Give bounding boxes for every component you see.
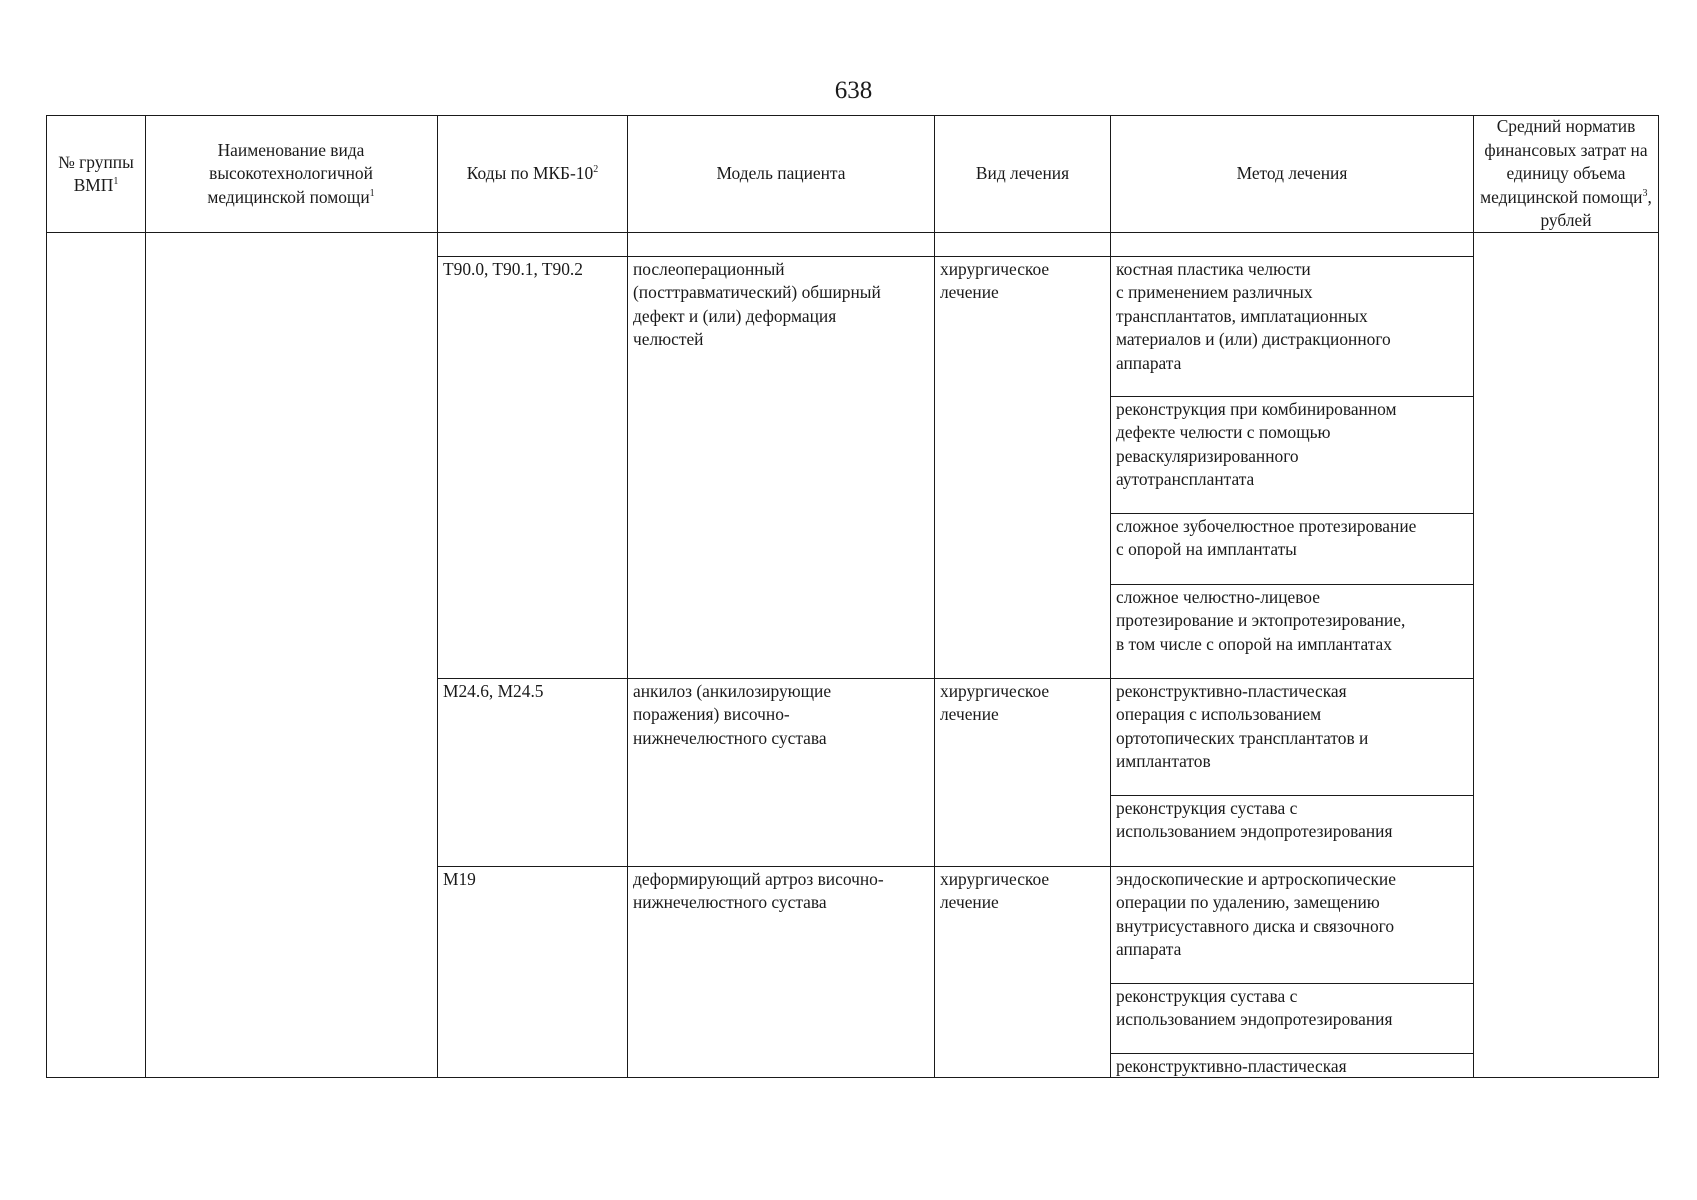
cell-treatment-method: реконструкция сустава с использованием эндопротезирования — [1116, 798, 1393, 842]
header-treatment-method: Метод лечения — [1236, 163, 1348, 184]
cell-icd-codes: T90.0, T90.1, T90.2 — [443, 259, 583, 279]
cell-treatment-method: реконструктивно-пластическая — [1116, 1056, 1347, 1076]
header-average-cost: Средний норматив финансовых затрат на единицу объема медицинской помощи$^3$, рублей — [1480, 116, 1652, 231]
table-left-border — [46, 115, 47, 1078]
cell-treatment-method: реконструктивно-пластическая операция с использованием ортотопических трансплантатов и имплантатов — [1116, 681, 1369, 772]
header-treatment-type: Вид лечения — [975, 163, 1070, 184]
page-number: 638 — [834, 77, 873, 104]
cell-treatment-method: реконструкция сустава с использованием эндопротезирования — [1116, 986, 1393, 1030]
column-divider — [437, 115, 438, 1078]
header-icd-codes: Коды по МКБ-$10^2$ — [466, 163, 599, 184]
cell-patient-model: послеоперационный (посттравматический) обширный дефект и (или) деформация челюстей — [633, 259, 881, 350]
cell-treatment-method: костная пластика челюсти с применением различных трансплантатов, имплатационных материалов и (или) дистракционного аппарата — [1116, 259, 1391, 373]
header-group-number: № группы ВМП$^1$ — [58, 151, 134, 195]
column-divider — [934, 115, 935, 1078]
cell-patient-model: деформирующий артроз височно- нижнечелюстного сустава — [633, 869, 884, 913]
header-care-type-name: Наименование вида высокотехнологичной медицинской помощи$^1$ — [207, 139, 375, 207]
cell-treatment-type: хирургическое лечение — [940, 259, 1050, 303]
cell-treatment-type: хирургическое лечение — [940, 681, 1050, 725]
cell-treatment-method: сложное челюстно-лицевое протезирование и эктопротезирование, в том числе с опорой на имплантатах — [1116, 587, 1406, 654]
table-right-border — [1658, 115, 1659, 1078]
cell-treatment-method: эндоскопические и артроскопические операции по удалению, замещению внутрисуставного диска и связочного аппарата — [1116, 869, 1396, 960]
column-divider — [1473, 115, 1474, 1078]
cell-patient-model: анкилоз (анкилозирующие поражения) височно- нижнечелюстного сустава — [633, 681, 832, 748]
column-divider — [627, 115, 628, 1078]
cell-treatment-method: сложное зубочелюстное протезирование с опорой на имплантаты — [1116, 516, 1417, 560]
cell-icd-codes: M24.6, M24.5 — [443, 681, 544, 701]
cell-icd-codes: M19 — [443, 869, 476, 889]
cell-treatment-type: хирургическое лечение — [940, 869, 1050, 913]
column-divider — [1110, 115, 1111, 1078]
column-divider — [145, 115, 146, 1078]
cell-treatment-method: реконструкция при комбинированном дефекте челюсти с помощью реваскуляризированного аутотрансплантата — [1116, 399, 1397, 490]
header-bottom-border — [46, 232, 1659, 233]
header-patient-model: Модель пациента — [716, 163, 846, 184]
